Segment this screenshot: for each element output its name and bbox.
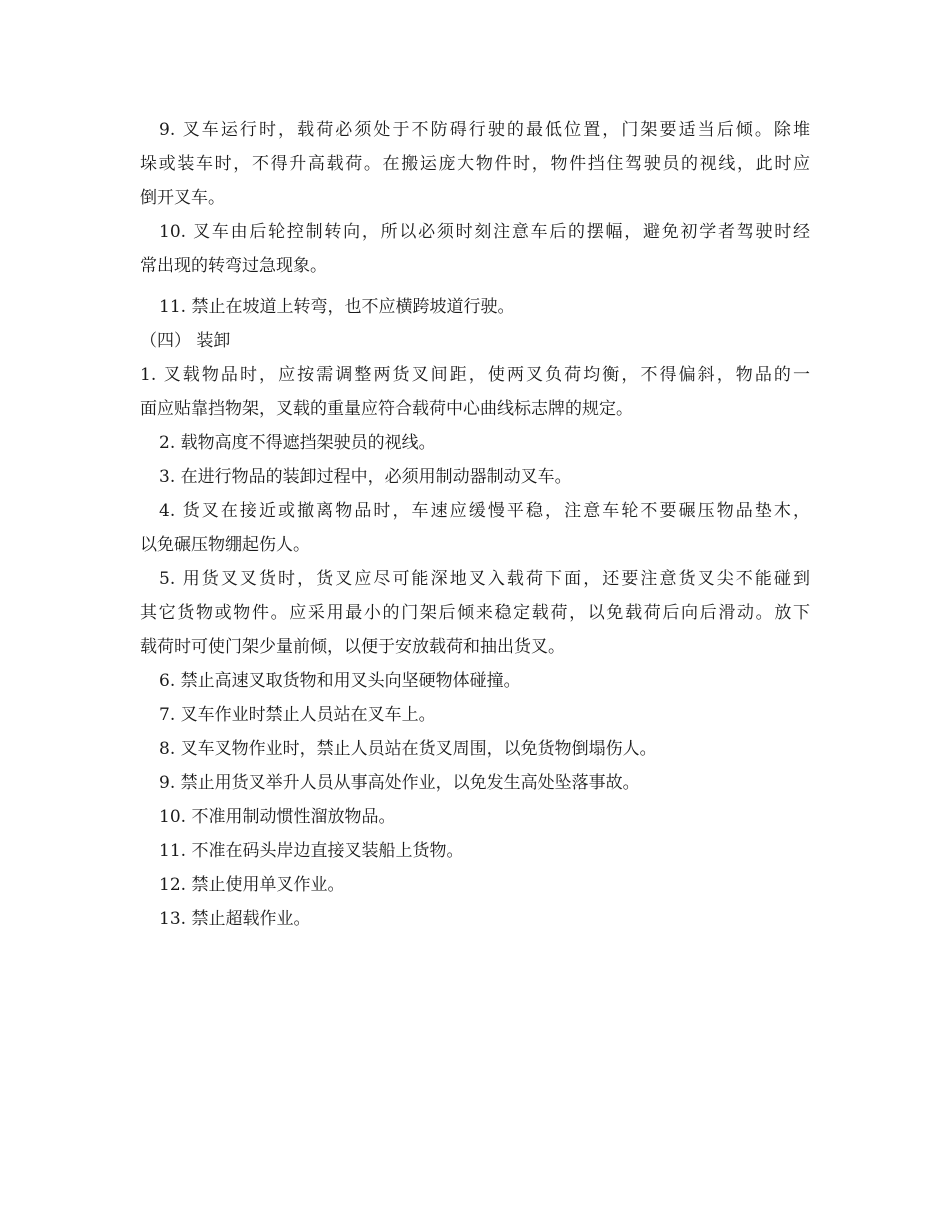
text-line: 11. 禁止在坡道上转弯，也不应横跨坡道行驶。 bbox=[159, 297, 515, 317]
text-line: 4. 货叉在接近或撤离物品时，车速应缓慢平稳，注意车轮不要碾压物品垫木， bbox=[159, 501, 810, 521]
text-line: 1. 叉载物品时，应按需调整两货叉间距，使两叉负荷均衡，不得偏斜，物品的一 bbox=[140, 365, 810, 385]
text-line: 倒开叉车。 bbox=[140, 188, 225, 208]
text-line: 11. 不准在码头岸边直接叉装船上货物。 bbox=[159, 841, 464, 861]
text-line: 12. 禁止使用单叉作业。 bbox=[159, 875, 345, 895]
text-line: 9. 叉车运行时，载荷必须处于不防碍行驶的最低位置，门架要适当后倾。除堆 bbox=[159, 120, 810, 140]
text-line: 5. 用货叉叉货时，货叉应尽可能深地叉入载荷下面，还要注意货叉尖不能碰到 bbox=[159, 569, 810, 589]
text-line: 10. 不准用制动惯性溜放物品。 bbox=[159, 807, 396, 827]
text-line: 垛或装车时，不得升高载荷。在搬运庞大物件时，物件挡住驾驶员的视线，此时应 bbox=[140, 154, 810, 174]
text-line: 2. 载物高度不得遮挡架驶员的视线。 bbox=[159, 433, 436, 453]
text-line: 10. 叉车由后轮控制转向，所以必须时刻注意车后的摆幅，避免初学者驾驶时经 bbox=[159, 222, 810, 242]
text-line: 7. 叉车作业时禁止人员站在叉车上。 bbox=[159, 705, 436, 725]
text-line: 6. 禁止高速叉取货物和用叉头向坚硬物体碰撞。 bbox=[159, 671, 521, 691]
text-line: 以免碾压物绷起伤人。 bbox=[140, 535, 310, 555]
text-line: 常出现的转弯过急现象。 bbox=[140, 256, 327, 276]
text-line: 其它货物或物件。应采用最小的门架后倾来稳定载荷，以免载荷后向后滑动。放下 bbox=[140, 603, 810, 623]
text-line: 面应贴靠挡物架，叉载的重量应符合载荷中心曲线标志牌的规定。 bbox=[140, 399, 633, 419]
text-line: 3. 在进行物品的装卸过程中，必须用制动器制动叉车。 bbox=[159, 467, 572, 487]
text-line: 9. 禁止用货叉举升人员从事高处作业，以免发生高处坠落事故。 bbox=[159, 773, 640, 793]
text-line: 13. 禁止超载作业。 bbox=[159, 909, 311, 929]
text-line: 8. 叉车叉物作业时，禁止人员站在货叉周围，以免货物倒塌伤人。 bbox=[159, 739, 657, 759]
text-line: 载荷时可使门架少量前倾，以便于安放载荷和抽出货叉。 bbox=[140, 637, 565, 657]
section-heading: （四） 装卸 bbox=[140, 331, 231, 351]
